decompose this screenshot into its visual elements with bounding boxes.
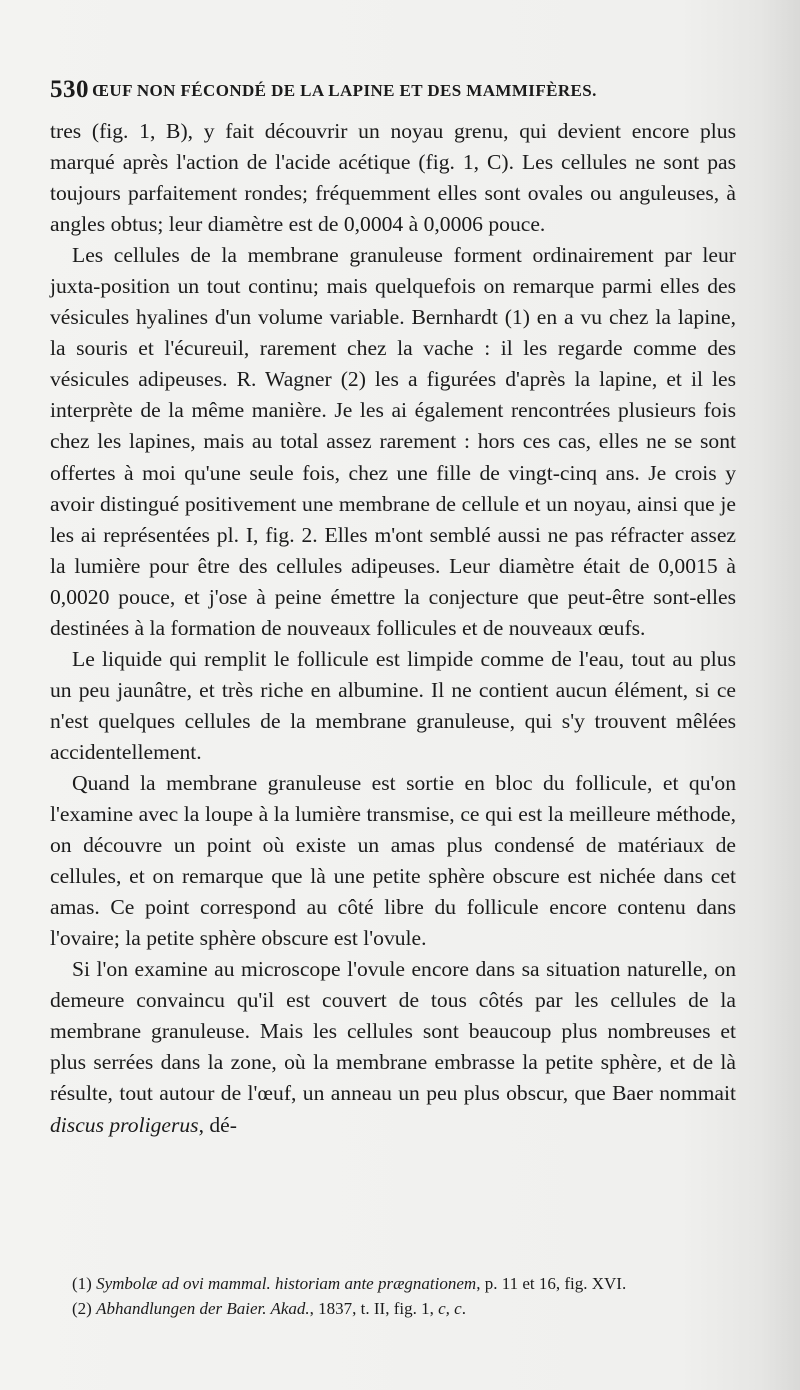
footnote-1-title: Symbolæ ad ovi mammal. historiam ante prægnationem [96, 1274, 477, 1293]
page-header [50, 76, 710, 110]
footnote-1-ref: , p. 11 et 16, fig. XVI. [476, 1274, 627, 1293]
paragraph-5-italic: discus proligerus [50, 1112, 199, 1137]
body-text [50, 116, 736, 1141]
paragraph-5 [50, 954, 736, 1140]
footnotes [50, 1271, 736, 1321]
page-number: 530 [50, 76, 89, 103]
paragraph-2: Les cellules de la membrane granuleuse forment ordinairement par leur juxta-position un tout continu; mais quelquefois on remarque parmi elles des vésicules hyalines d'un volume variable. Bernhardt (1) en a vu chez la lapine, la souris et l'écureuil, rarement chez la vache : il les regarde comme des vésicules adipeuses. R. Wagner (2) les a figurées d'après la lapine, et il les interprète de la même manière. Je les ai également rencontrées plusieurs fois chez les lapines, mais au total assez rarement : hors ces cas, elles ne se sont offertes à moi qu'une seule fois, chez une fille de vingt-cinq ans. Je crois y avoir distingué positivement une membrane de cellule et un noyau, ainsi que je les ai représentées pl. I, fig. 2. Elles m'ont semblé aussi ne pas réfracter assez la lumière pour être des cellules adipeuses. Leur diamètre était de 0,0015 à 0,0020 pouce, et j'ose à peine émettre la conjecture que peut-être sont-elles destinées à la formation de nouveaux follicules et de nouveaux œufs. [50, 243, 736, 640]
footnote-1 [50, 1271, 736, 1296]
footnote-2-ref-b: . [461, 1299, 466, 1318]
footnote-2 [50, 1296, 736, 1321]
footnote-2-mark: (2) [72, 1299, 97, 1318]
footnote-2-title: Abhandlungen der Baier. Akad. [96, 1299, 310, 1318]
footnote-2-ref-a: , 1837, t. II, fig. 1, [309, 1299, 439, 1318]
paragraph-4: Quand la membrane granuleuse est sortie en bloc du follicule, et qu'on l'examine avec la loupe à la lumière transmise, ce qui est la meilleure méthode, on découvre un point où existe un amas plus condensé de matériaux de cellules, et on remarque que là une petite sphère obscure est nichée dans cet amas. Ce point correspond au côté libre du follicule encore contenu dans l'ovaire; la petite sphère obscure est l'ovule. [50, 770, 736, 951]
paragraph-5-text: Si l'on examine au microscope l'ovule encore dans sa situation naturelle, on demeure convaincu qu'il est couvert de tous côtés par les cellules de la membrane granuleuse. Mais les cellules sont beaucoup plus nombreuses et plus serrées dans la zone, où la membrane embrasse la petite sphère, et de là résulte, tout autour de l'œuf, un anneau un peu plus obscur, que Baer nommait [50, 957, 736, 1106]
footnote-2-figs: c, c [438, 1299, 462, 1318]
footnote-1-mark: (1) [72, 1274, 97, 1293]
paragraph-3: Le liquide qui remplit le follicule est limpide comme de l'eau, tout au plus un peu jaunâtre, et très riche en albumine. Il ne contient aucun élément, si ce n'est quelques cellules de la membrane granuleuse, qui s'y trouvent mêlées accidentellement. [50, 646, 736, 764]
running-head: ŒUF NON FÉCONDÉ DE LA LAPINE ET DES MAMMIFÈRES. [92, 81, 597, 100]
paragraph-5-end: , dé- [198, 1112, 237, 1137]
paragraph-1: tres (fig. 1, B), y fait découvrir un noyau grenu, qui devient encore plus marqué après l'action de l'acide acétique (fig. 1, C). Les cellules ne sont pas toujours parfaitement rondes; fréquemment elles sont ovales ou anguleuses, à angles obtus; leur diamètre est de 0,0004 à 0,0006 pouce. [50, 119, 736, 237]
